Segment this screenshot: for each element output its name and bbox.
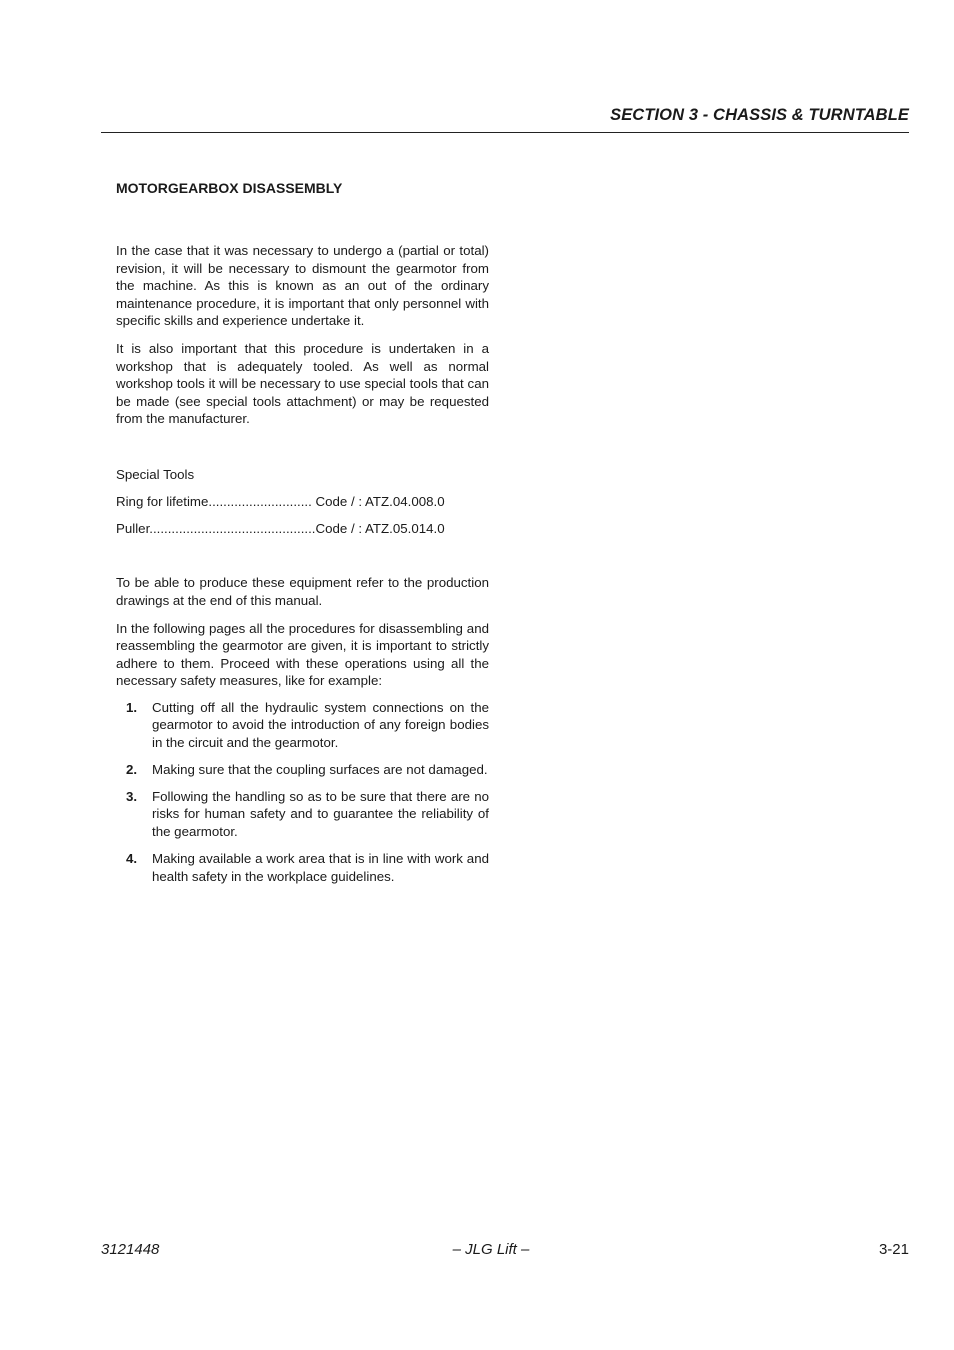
step-text: Cutting off all the hydraulic system connections on the gearmotor to avoid the introduction of any foreign bodies in the circuit and the gearmotor. (152, 699, 489, 751)
page-number: 3-21 (878, 1241, 909, 1258)
body-paragraph: To be able to produce these equipment refer to the production drawings at the end of this manual. (116, 575, 489, 608)
step-text: Making available a work area that is in line with work and health safety in the workplace guidelines. (152, 850, 489, 884)
list-item (116, 850, 489, 885)
step-text: Making sure that the coupling surfaces are not damaged. (152, 761, 488, 777)
main-content (116, 180, 489, 894)
body-paragraph: In the following pages all the procedures for disassembling and reassembling the gearmotor are given, it is important to strictly adhere to them. Proceed with these operations using all the necessary safety measures, like for example: (116, 620, 489, 689)
section-title: SECTION 3 - CHASSIS & TURNTABLE (610, 106, 909, 124)
step-number: 4. (126, 850, 138, 866)
tool-line: Puller.............................................Code / : ATZ.05.014.0 (116, 520, 445, 536)
tool-line: Ring for lifetime............................ Code / : ATZ.04.008.0 (116, 493, 445, 509)
safety-steps-list (116, 699, 489, 885)
step-number: 3. (126, 788, 138, 804)
list-item (116, 761, 489, 779)
doc-number: 3121448 (101, 1241, 160, 1258)
intro-paragraph: It is also important that this procedure is undertaken in a workshop that is adequately tooled. As well as normal workshop tools it will be necessary to use special tools that can be made (see special tools attachment) or may be requested from the manufacturer. (116, 340, 489, 427)
header-divider (101, 132, 909, 133)
special-tools (116, 466, 489, 537)
publisher: – JLG Lift – (452, 1241, 530, 1258)
step-number: 2. (126, 761, 138, 777)
section-heading: MOTORGEARBOX DISASSEMBLY (116, 180, 343, 196)
step-number: 1. (126, 699, 138, 715)
special-tools-title: Special Tools (116, 466, 195, 482)
list-item (116, 699, 489, 752)
list-item (116, 788, 489, 841)
intro-paragraph: In the case that it was necessary to undergo a (partial or total) revision, it will be necessary to dismount the gearmotor from the machine. As this is known as an out of the ordinary maintenance procedure, it is important that only personnel with specific skills and experience undertake it. (116, 243, 489, 329)
step-text: Following the handling so as to be sure that there are no risks for human safety and to guarantee the reliability of the gearmotor. (152, 788, 489, 840)
